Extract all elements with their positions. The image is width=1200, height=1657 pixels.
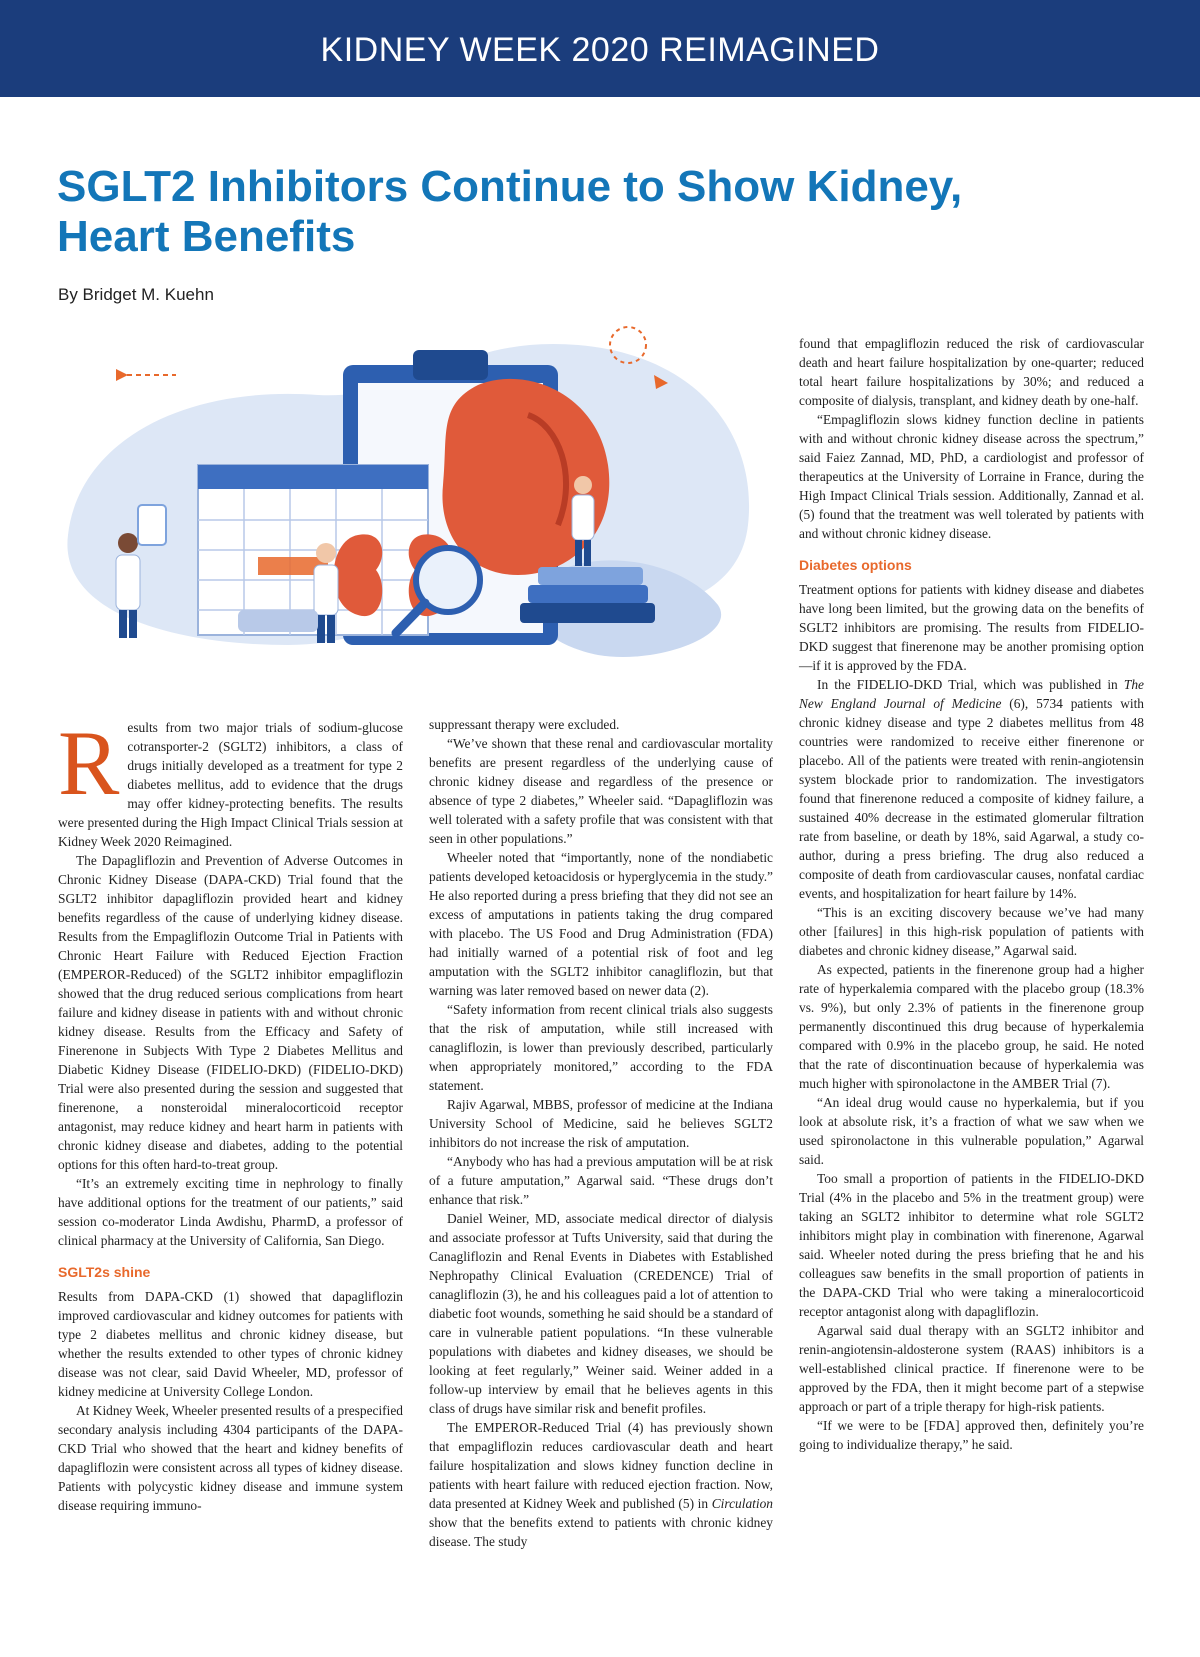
column-2 (429, 715, 773, 1551)
book-2 (538, 567, 643, 585)
pill-pack (238, 610, 318, 632)
lead-text: esults from two major trials of sodium-glucose cotransporter-2 (SGLT2) inhibitors, a class of drugs initially developed as a treatment for type 2 diabetes mellitus, add to evidence that the drugs may offer kidney-protecting benefits. The results were presented during the High Impact Clinical Trials session at Kidney Week 2020 Reimagined. (58, 720, 403, 849)
book-1 (528, 585, 648, 603)
column-3 (799, 334, 1144, 1454)
paragraph: “Empagliflozin slows kidney function decline in patients with and without chronic kidney disease across the spectrum,” said Faiez Zannad, MD, PhD, a cardiologist and professor of therapeutics at the University of Lorraine in France, during the High Impact Clinical Trials session. Additionally, Zannad et al. (5) found that the treatment was well tolerated by patients with and without chronic kidney disease. (799, 412, 1144, 541)
paragraph (429, 1418, 773, 1551)
paragraph: “It’s an extremely exciting time in nephrology to finally have additional options for the treatment of our patients,” said session co-moderator Linda Awdishu, PharmD, a professor of clinical pharmacy at the University of California, San Diego. (58, 1176, 403, 1248)
subhead-sglt2s-shine: SGLT2s shine (58, 1264, 151, 1280)
paragraph: “Anybody who has had a previous amputation will be at risk of a future amputation,” Agarwal said. “These drugs don’t enhance that risk.” (429, 1154, 773, 1207)
paragraph: “An ideal drug would cause no hyperkalemia, but if you look at absolute risk, it’s a fraction of what we saw when we used spironolactone in this vulnerable population,” Agarwal said. (799, 1095, 1144, 1167)
paragraph: “This is an exciting discovery because we’ve had many other [failures] in this high-risk population of patients with diabetes and chronic kidney disease,” Agarwal said. (799, 905, 1144, 958)
clipboard-clip (413, 350, 488, 380)
journal-name: The New England Journal of Medicine (799, 677, 1144, 711)
text: The EMPEROR-Reduced Trial (4) has previously shown that empagliflozin reduces cardiovascular death and heart failure hospitalization and slows kidney function decline in patients with heart failure with reduced ejection fraction. Now, data presented at Kidney Week and published (5) in (429, 1420, 773, 1511)
paragraph: “Safety information from recent clinical trials also suggests that the risk of amputation, while still increased with canagliflozin, is lower than previously described, particularly when appropriately monitored,” according to the FDA statement. (429, 1002, 773, 1093)
lead-paragraph (58, 712, 403, 851)
banner-title: KIDNEY WEEK 2020 REIMAGINED (320, 31, 880, 69)
paragraph: Daniel Weiner, MD, associate medical director of dialysis and associate professor at Tufts University, said that during the Canagliflozin and Renal Events in Diabetes with Established Nephropathy Clinical Evaluation (CREDENCE) Trial of canagliflozin (3), he and his colleagues paid a lot of attention to diabetic foot wounds, something he said should be a standard of care in vulnerable patient populations. “In these vulnerable populations with diabetes and kidney diseases, we should be looking at feet regularly,” Weiner said. Weiner added in a follow-up interview by email that he believes agents in this class of drugs have similar risk and benefit profiles. (429, 1211, 773, 1416)
paragraph: Results from DAPA-CKD (1) showed that dapagliflozin improved cardiovascular and kidney outcomes for patients with type 2 diabetes mellitus and chronic kidney disease, but whether the results extended to other types of chronic kidney disease was not clear, said David Wheeler, MD, professor of kidney medicine at University College London. (58, 1289, 403, 1399)
pill-bottle (138, 505, 166, 545)
calendar-header (198, 465, 428, 489)
byline: By Bridget M. Kuehn (58, 285, 214, 304)
paragraph: suppressant therapy were excluded. (429, 717, 620, 732)
paragraph: As expected, patients in the finerenone group had a higher rate of hyperkalemia compared with the placebo group (18.3% vs. 9%), but only 2.3% of patients in the finerenone group permanently discontinued this drug because of hyperkalemia compared with 0.9% in the placebo group, he said. He noted that the rate of discontinuation because of hyperkalemia was much higher with spironolactone in the AMBER Trial (7). (799, 962, 1144, 1091)
title-line-1: SGLT2 Inhibitors Continue to Show Kidney, (57, 162, 963, 211)
paragraph: The Dapagliflozin and Prevention of Adverse Outcomes in Chronic Kidney Disease (DAPA-CKD) Trial found that the SGLT2 inhibitor dapagliflozin provided heart and kidney benefits regardless of the cause of underlying kidney disease. Results from the Empagliflozin Outcome Trial in Patients with Chronic Heart Failure with Reduced Ejection Fraction (EMPEROR-Reduced) of the SGLT2 inhibitor empagliflozin showed that the drug reduced serious complications from heart failure and kidney disease in patients with and without chronic kidney disease. Results from the Efficacy and Safety of Finerenone in Subjects With Type 2 Diabetes Mellitus and Diabetic Kidney Disease (FIDELIO-DKD) (FIDELIO-DKD) Trial were also presented during the session and suggested that finerenone, a nonsteroidal mineralocorticoid receptor antagonist, may reduce kidney and heart harm in patients with chronic kidney disease and diabetes, adding to the potential options for this often hard-to-treat group. (58, 853, 403, 1172)
paragraph (799, 675, 1144, 903)
drop-cap: R (58, 712, 120, 814)
header-banner (0, 0, 1200, 97)
paragraph: Too small a proportion of patients in the FIDELIO-DKD Trial (4% in the placebo and 5% in the treatment group) were taking an SGLT2 inhibitor to determine what role SGLT2 inhibitors might play in combination with finerenone, Agarwal said. Wheeler noted during the press briefing that he and his colleagues saw benefits in the small proportion of patients in the DAPA-CKD Trial who were taking a mineralocorticoid receptor antagonist along with dapagliflozin. (799, 1171, 1144, 1319)
title-line-2: Heart Benefits (57, 212, 356, 261)
paragraph: Agarwal said dual therapy with an SGLT2 inhibitor and renin-angiotensin-aldosterone system (RAAS) inhibitors is a well-established clinical practice. If finerenone were to be approved by the FDA, then it might become part of a stepwise approach or part of a triple therapy for high-risk patients. (799, 1323, 1144, 1414)
subhead-diabetes-options: Diabetes options (799, 557, 912, 573)
medical-illustration (58, 325, 783, 680)
book-3 (520, 603, 655, 623)
article-title (57, 162, 1137, 262)
paragraph: “If we were to be [FDA] approved then, definitely you’re going to individualize therapy,” he said. (799, 1418, 1144, 1452)
arrow-left-head (116, 369, 128, 381)
paragraph: found that empagliflozin reduced the risk of cardiovascular death and heart failure hospitalization by one-quarter; reduced total heart failure hospitalizations by 30%; and reduced a composite of dialysis, transplant, and kidney death by one-half. (799, 336, 1144, 408)
paragraph: “We’ve shown that these renal and cardiovascular mortality benefits are present regardless of the underlying cause of chronic kidney disease and regardless of the presence or absence of type 2 diabetes,” Wheeler said. “Dapagliflozin was well tolerated with a safety profile that was consistent with that seen in other populations.” (429, 736, 773, 846)
paragraph: At Kidney Week, Wheeler presented results of a prespecified secondary analysis including 4304 participants of the DAPA-CKD Trial who showed that the heart and kidney benefits of dapagliflozin were consistent across all types of kidney disease. Patients with polycystic kidney disease and immune system disease requiring immuno- (58, 1403, 403, 1513)
paragraph: Treatment options for patients with kidney disease and diabetes have long been limited, but the growing data on the benefits of SGLT2 inhibitors are promising. The results from FIDELIO-DKD suggest that finerenone may be another promising option—if it is approved by the FDA. (799, 582, 1144, 673)
paragraph: Rajiv Agarwal, MBBS, professor of medicine at the Indiana University School of Medicine, said he believes SGLT2 inhibitors do not increase the risk of amputation. (429, 1097, 773, 1150)
text: (6), 5734 patients with chronic kidney disease and type 2 diabetes mellitus from 48 countries were randomized to receive either finerenone or placebo. All of the patients were treated with renin-angiotensin system blockade prior to randomization. The investigators found that finerenone reduced a composite of kidney failure, a sustained 40% decrease in the estimated glomerular filtration rate from baseline, or death by 18%, said Agarwal, a study co-author, during a press briefing. The drug also reduced a composite of death from cardiovascular causes, nonfatal cardiac events, and hospitalization for heart failure by 14%. (799, 696, 1144, 901)
text: show that the benefits extend to patients with chronic kidney disease. The study (429, 1515, 773, 1549)
journal-name: Circulation (711, 1496, 773, 1511)
column-1 (58, 712, 403, 1515)
text: In the FIDELIO-DKD Trial, which was published in (817, 677, 1124, 692)
paragraph: Wheeler noted that “importantly, none of the nondiabetic patients developed ketoacidosis or hyperglycemia in the study.” He also reported during a press briefing that they did not see an excess of amputations in patients taking the drug compared with placebo. The US Food and Drug Administration (FDA) had initially warned of a potential risk of foot and leg amputation with the SGLT2 inhibitor canagliflozin, but that warning was later removed based on newer data (2). (429, 850, 773, 998)
